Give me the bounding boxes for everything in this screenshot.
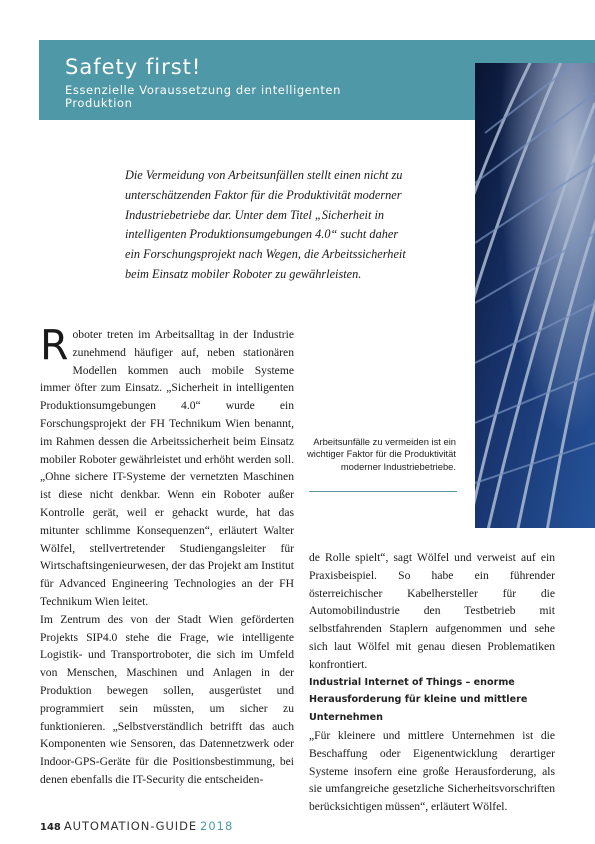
article-subtitle: Essenzielle Voraussetzung der intelligenten Produktion (65, 83, 341, 110)
section-heading: Industrial Internet of Things – enorme Herausforderung für kleine und mittlere Unternehmen (309, 676, 528, 724)
drop-cap: R (40, 321, 69, 369)
publication-name: AUTOMATION-GUIDE (63, 819, 198, 833)
caption-divider (309, 491, 457, 492)
intro-paragraph: Die Vermeidung von Arbeitsunfällen stellt einen nicht zu unterschätzenden Faktor für die Produktivität moderner Industriebetriebe dar. Unter dem Titel „Sicherheit in intelligenten Produktionsumgebungen 4.0“ sucht daher ein Forschungsprojekt nach Wegen, die Arbeitssicherheit beim Einsatz mobiler Roboter zu gewährleisten. (125, 168, 406, 281)
body-paragraph: de Rolle spielt“, sagt Wölfel und verweist auf ein Praxisbeispiel. So habe ein führender österreichischer Kabelhersteller für die Automobilindustrie den Testbetrieb mit selbstfahrenden Staplern aufgenommen und sehe sich laut Wölfel mit genau diesen Problematiken konfrontiert. (309, 551, 555, 671)
article-title: Safety first! (65, 55, 202, 79)
body-column-left (40, 321, 294, 789)
body-column-right (309, 549, 555, 816)
page-footer (40, 815, 233, 834)
body-paragraph: „Für kleinere und mittlere Unternehmen ist die Beschaffung oder Eigenentwicklung derartiger Systeme insofern eine große Herausforderung, als sie umfangreiche gesetzliche Sicherheitsvorschriften berücksichtigen müssen“, erläutert Wölfel. (309, 728, 555, 814)
photo-caption: Arbeitsunfälle zu vermeiden ist ein wichtiger Faktor für die Produktivität moderner Industriebetriebe. (306, 436, 456, 472)
page-number: 148 (40, 822, 61, 833)
body-paragraph: oboter treten im Arbeitsalltag in der Industrie zunehmend häufiger auf, neben stationären Modellen kommen auch mobile Systeme immer öfter zum Einsatz. „Sicherheit in intelligenten Produktionsumgebungen 4.0“ wurde ein Forschungsprojekt der FH Technikum Wien benannt, im Rahmen dessen die Arbeitssicherheit beim Einsatz mobiler Roboter gewährleistet und erhöht werden soll. „Ohne sichere IT-Systeme der vernetzten Maschinen ist diese nicht denkbar. Wenn ein Roboter außer Kontrolle gerät, weil er gehackt wurde, hat das mitunter schlimme Konsequenzen“, erläutert Walter Wölfel, stellvertretender Studiengangsleiter für Wirtschaftsingenieurwesen, der das Projekt am Institut für Advanced Engineering Technologies an der FH Technikum Wien leitet. (40, 328, 294, 608)
publication-year: 2018 (200, 819, 234, 833)
article-photo (475, 63, 595, 528)
body-paragraph: Im Zentrum des von der Stadt Wien geförderten Projekts SIP4.0 stehe die Frage, wie intelligente Logistik- und Transportroboter, die sich im Umfeld von Menschen, Maschinen und Anlagen in der Produktion bewegen sollen, ausgerüstet und programmiert sein müssten, um sicher zu funktionieren. „Selbstverständlich betrifft das auch Komponenten wie Sensoren, das Datennetzwerk oder Indoor-GPS-Geräte für die Positionsbestimmung, bei denen ebenfalls die IT-Security die entscheiden- (40, 612, 294, 786)
robot-structure-photo (475, 63, 595, 528)
